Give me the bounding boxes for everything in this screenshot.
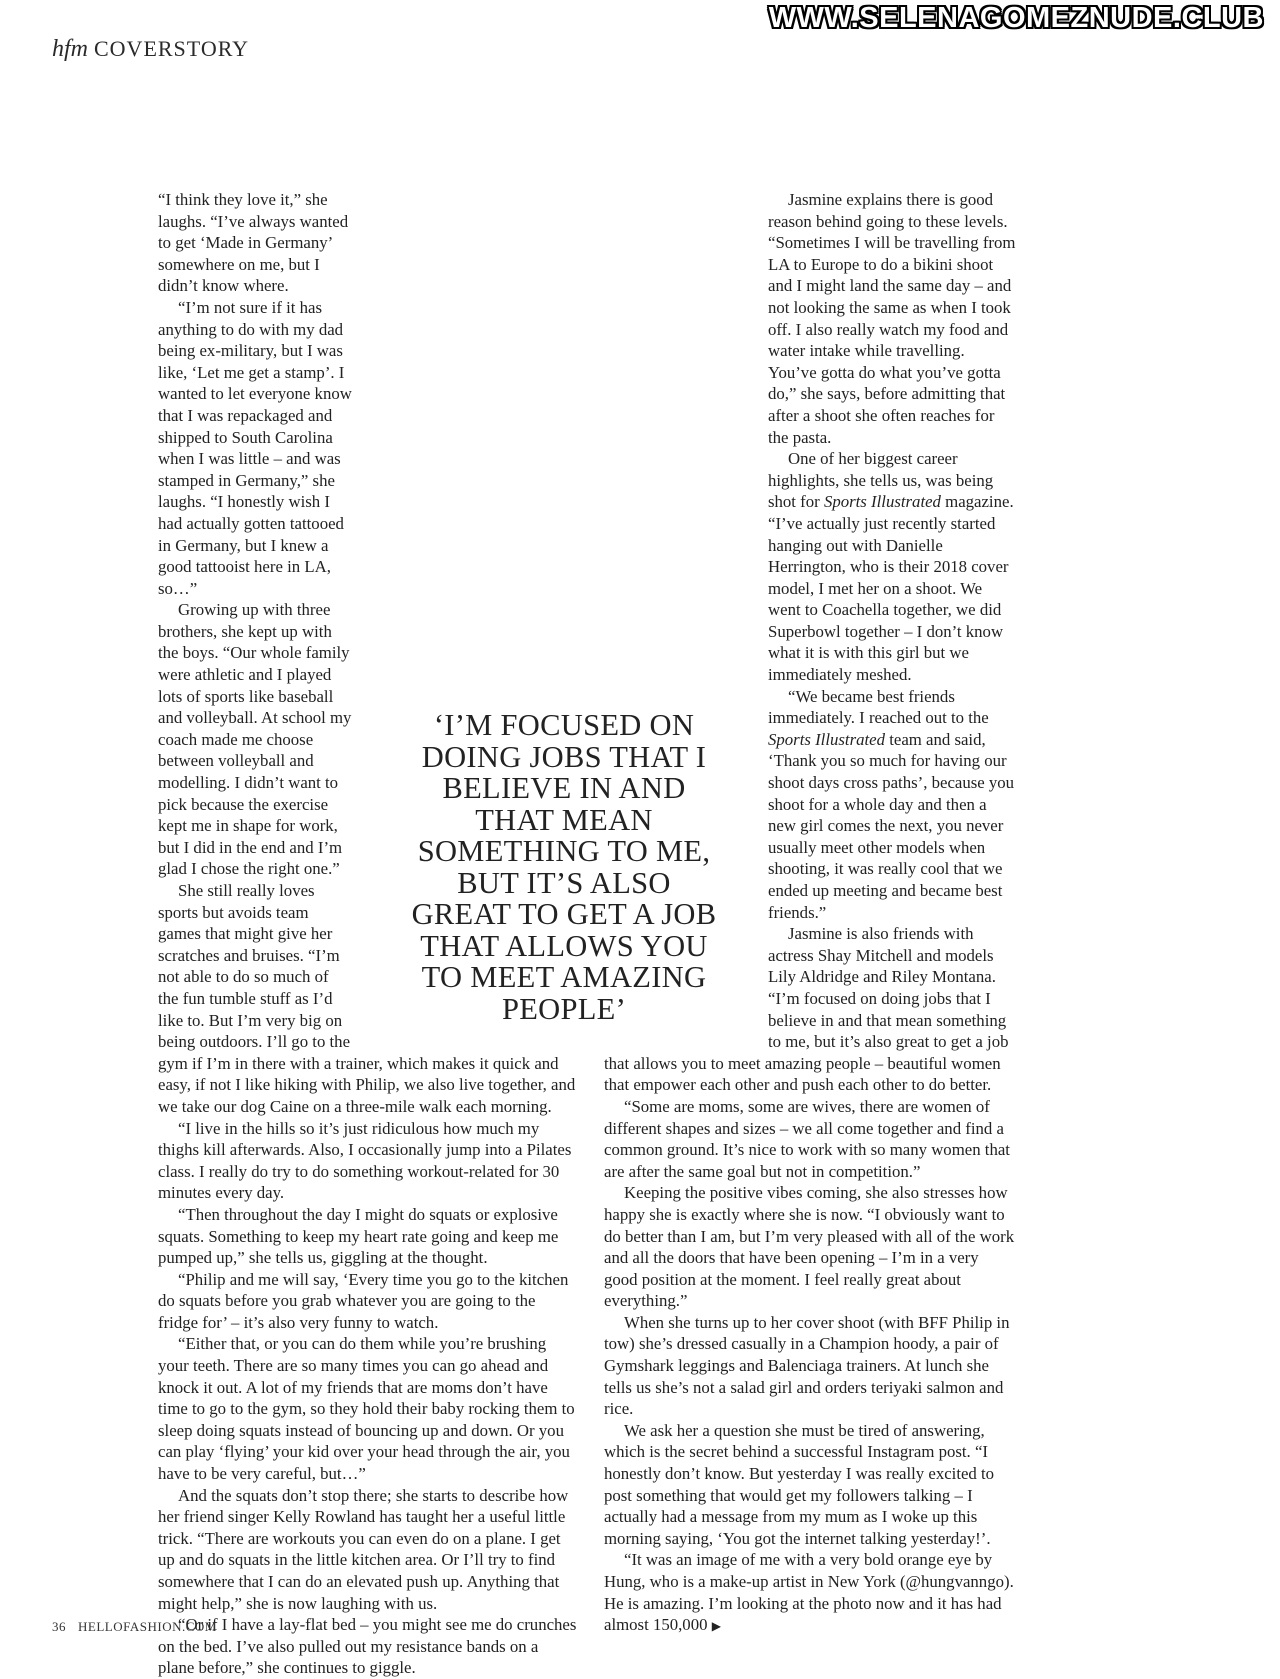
paragraph: “I think they love it,” she laughs. “I’ve always wanted to get ‘Made in Germany’ somewhere on me, but I didn’t know where. [158, 190, 349, 296]
paragraph: “Or if I have a lay-flat bed – you might see me do crunches on the bed. I’ve also pulled out my resistance bands on a plane before,” she continues to giggle. [158, 1615, 577, 1678]
magazine-name: Sports Illustrated [768, 729, 886, 749]
paragraph: When she turns up to her cover shoot (with BFF Philip in tow) she’s dressed casually in a Champion hoody, a pair of Gymshark leggings and Balenciaga trainers. At lunch she tells us she’s not a salad girl and orders teriyaki salmon and rice. [604, 1312, 1010, 1419]
paragraph: She still really loves sports but avoids team games that might give her scratches and bruises. “I’m not able to do so much of the fun tumble stuff as I’d like to. But I’m very big on being outdoors. I’ll go to the gym if I’m in there with a trainer, which makes it quick and easy, if not I like hiking with Philip, we also live together, and we take our dog Caine on a three-mile walk each morning. [158, 881, 576, 1116]
section-header [52, 36, 249, 63]
paragraph: “Some are moms, some are wives, there are women of different shapes and sizes – we all come together and find a common ground. It’s nice to work with so many women that are after the same goal but not in competition.” [604, 1096, 1010, 1181]
paragraph: “We became best friends immediately. I reached out to the Sports Illustrated team and said, ‘Thank you so much for having our shoot days cross paths’, because you shoot for a whole day and then a new girl comes the next, you never usually meet other models when shooting, it was really cool that we ended up meeting and became best friends.” [768, 686, 1015, 922]
paragraph: One of her biggest career highlights, she tells us, was being shot for Sports Illustrated magazine. “I’ve actually just recently started hanging out with Danielle Herrington, who is their 2018 cover model, I met her on a shoot. We went to Coachella together, we did Superbowl together – I don’t know what it is with this girl but we immediately meshed. [768, 449, 1014, 685]
section-title: COVERSTORY [94, 36, 250, 61]
paragraph: “It was an image of me with a very bold orange eye by Hung, who is a make-up artist in New York (@hungvanngo). He is amazing. I’m looking at the photo now and it has had almost 150,000 ▶ [604, 1550, 1014, 1635]
paragraph: “Then throughout the day I might do squats or explosive squats. Something to keep my heart rate going and keep me pumped up,” she tells us, giggling at the thought. [158, 1204, 559, 1268]
paragraph: Keeping the positive vibes coming, she also stresses how happy she is exactly where she is now. “I obviously want to do better than I am, but I’m very pleased with all of the work and all the doors that have been opening – I’m in a very good position at the moment. I feel really great about everything.” [604, 1183, 1015, 1311]
magazine-name: Sports Illustrated [823, 492, 941, 512]
pull-quote: ‘I’M FOCUSED ON DOING JOBS THAT I BELIEVE IN AND THAT MEAN SOMETHING TO ME, BUT IT’S ALSO GREAT TO GET A JOB THAT ALLOWS YOU TO MEET AMAZING PEOPLE’ [411, 708, 717, 1026]
continue-arrow-icon[interactable]: ▶ [711, 1619, 721, 1634]
paragraph: “Either that, or you can do them while you’re brushing your teeth. There are so many times you can go ahead and knock it out. A lot of my friends that are moms don’t have time to go to the gym, so they hold their baby rocking them to sleep doing squats instead of bouncing up and down. Or you can play ‘flying’ your kid over your head through the air, you have to be very careful, but…” [158, 1334, 575, 1484]
page-number: 36 [52, 1619, 66, 1634]
paragraph: And the squats don’t stop there; she starts to describe how her friend singer Kelly Rowland has taught her a useful little trick. “There are workouts you can even do on a plane. I get up and do squats in the little kitchen area. Or I’ll try to find somewhere that I can do an elevated push up. Anything that might help,” she is now laughing with us. [158, 1485, 569, 1613]
paragraph: Jasmine explains there is good reason behind going to these levels. “Sometimes I will be travelling from LA to Europe to do a bikini shoot and I might land the same day – and not looking the same as when I took off. I also really watch my food and water intake while travelling. You’ve gotta do what you’ve gotta do,” she says, before admitting that after a shoot she often reaches for the pasta. [768, 190, 1016, 447]
paragraph: Growing up with three brothers, she kept up with the boys. “Our whole family were athletic and I played lots of sports like baseball and volleyball. At school my coach made me choose between volleyball and modelling. I didn’t want to pick because the exercise kept me in shape for work, but I did in the end and I’m glad I chose the right one.” [158, 600, 352, 879]
paragraph: We ask her a question she must be tired of answering, which is the secret behind a successful Instagram post. “I honestly don’t know. But yesterday I was really excited to post something that would get my followers talking – I actually had a message from my mum as I woke up this morning saying, ‘You got the internet talking yesterday!’. [604, 1420, 995, 1548]
paragraph: “Philip and me will say, ‘Every time you go to the kitchen do squats before you grab whatever you are going to the fridge for’ – it’s also very funny to watch. [158, 1269, 569, 1332]
paragraph: Jasmine is also friends with actress Shay Mitchell and models Lily Aldridge and Riley Montana. “I’m focused on doing jobs that I believe in and that mean something to me, but it’s also great to get a job that allows you to meet amazing people – beautiful women that empower each other and push each other to do better. [604, 924, 1009, 1095]
page-footer [52, 1619, 217, 1635]
footer-site: HELLOFASHION.COM [78, 1619, 217, 1634]
magazine-brand: hfm [52, 36, 88, 62]
paragraph: “I live in the hills so it’s just ridiculous how much my thighs kill afterwards. Also, I occasionally jump into a Pilates class. I really do try to do something workout-related for 30 minutes every day. [158, 1118, 572, 1203]
site-watermark: WWW.SELENAGOMEZNUDE.CLUB [768, 2, 1264, 34]
paragraph: “I’m not sure if it has anything to do with my dad being ex-military, but I was like, ‘Let me get a stamp’. I wanted to let everyone know that I was repackaged and shipped to South Carolina when I was little – and was stamped in Germany,” she laughs. “I honestly wish I had actually gotten tattooed in Germany, but I knew a good tattooist here in LA, so…” [158, 297, 352, 598]
